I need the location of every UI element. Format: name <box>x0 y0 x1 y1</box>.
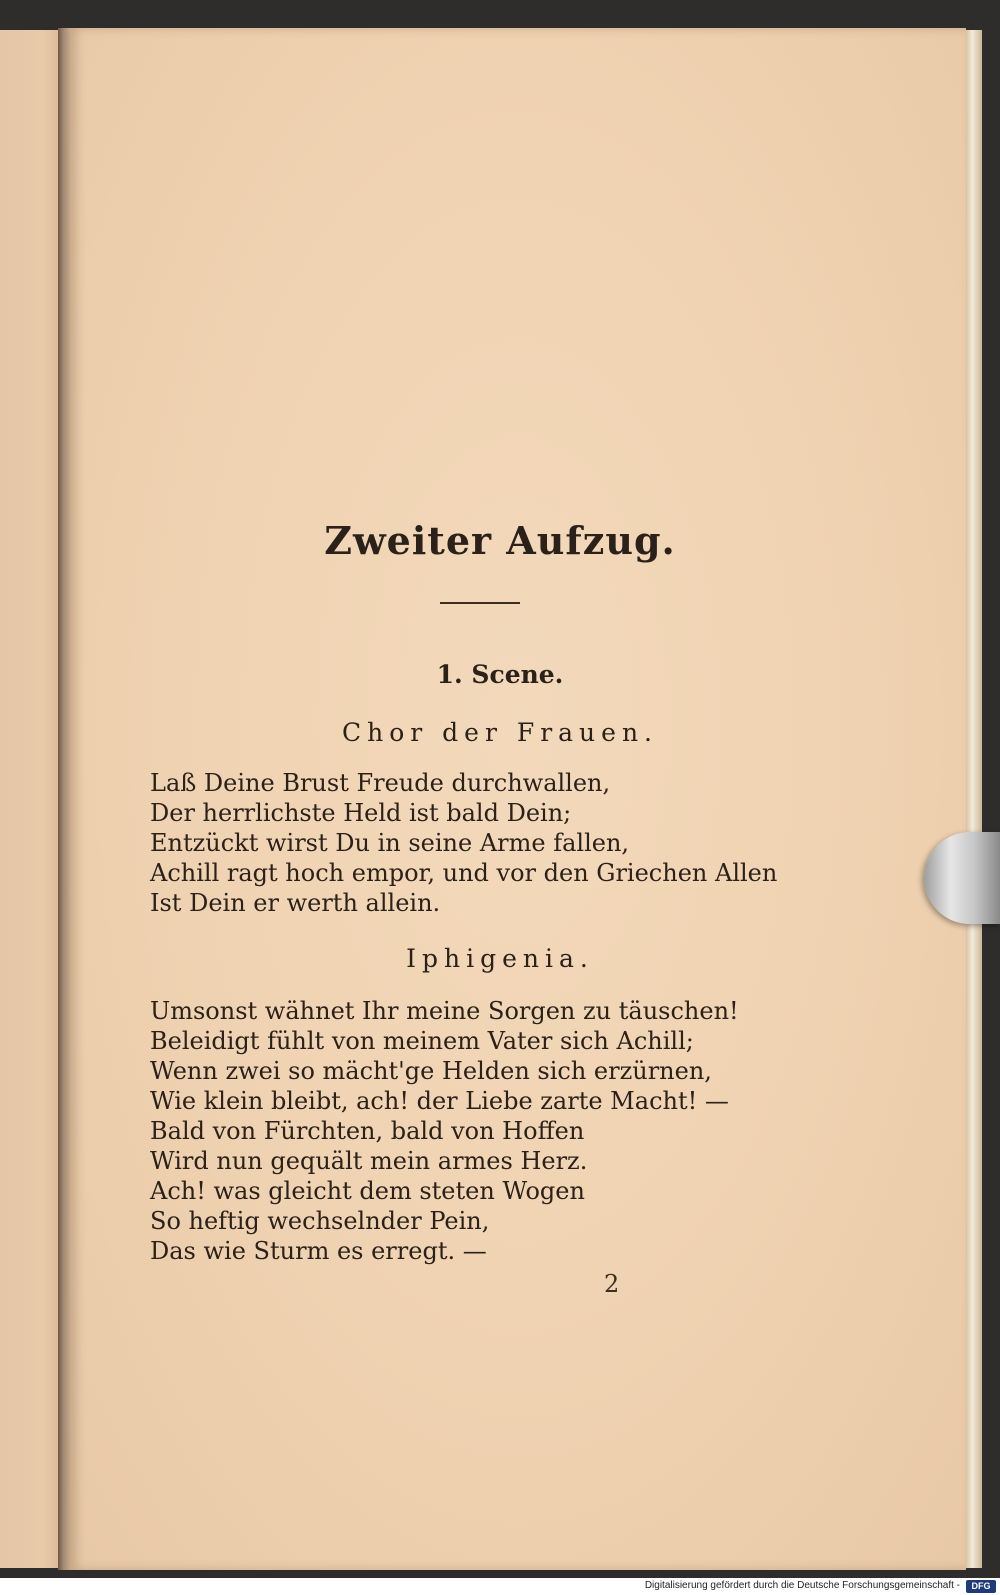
speaker-chorus: Chor der Frauen. <box>341 718 659 747</box>
dfg-logo <box>966 1580 996 1593</box>
footer-bar <box>0 1578 1000 1595</box>
verse-line: So heftig wechselnder Pein, <box>150 1207 490 1235</box>
verse-line: Laß Deine Brust Freude durchwallen, <box>150 769 611 797</box>
verse-block-iphigenia <box>150 996 739 1266</box>
verse-line: Das wie Sturm es erregt. — <box>150 1237 487 1265</box>
footer-credit: Digitalisierung gefördert durch die Deutsche Forschungsgemeinschaft - <box>644 1580 960 1591</box>
verse-line: Entzückt wirst Du in seine Arme fallen, <box>150 829 630 857</box>
verse-block-chorus <box>150 768 777 918</box>
verse-line: Ach! was gleicht dem steten Wogen <box>150 1177 585 1205</box>
verse-line: Umsonst wähnet Ihr meine Sorgen zu täuschen! <box>150 997 739 1025</box>
scene-heading: 1. Scene. <box>436 660 564 689</box>
verse-line: Wie klein bleibt, ach! der Liebe zarte Macht! — <box>150 1087 729 1115</box>
act-title: Zweiter Aufzug. <box>324 518 676 563</box>
page-number: 2 <box>604 1270 620 1298</box>
verse-line: Ist Dein er werth allein. <box>150 889 441 917</box>
dfg-logo-text: DFG <box>971 1581 991 1591</box>
speaker-iphigenia: Iphigenia. <box>406 944 594 973</box>
verse-line: Achill ragt hoch empor, und vor den Griechen Allen <box>150 859 778 887</box>
verse-line: Beleidigt fühlt von meinem Vater sich Achill; <box>150 1027 694 1055</box>
verse-line: Der herrlichste Held ist bald Dein; <box>150 799 572 827</box>
page-stack-edge <box>966 30 982 1568</box>
verse-line: Bald von Fürchten, bald von Hoffen <box>150 1117 585 1145</box>
verse-line: Wenn zwei so mächt'ge Helden sich erzürnen, <box>150 1057 712 1085</box>
title-rule <box>440 602 520 604</box>
verse-line: Wird nun gequält mein armes Herz. <box>150 1147 588 1175</box>
previous-page-edge <box>0 30 62 1568</box>
